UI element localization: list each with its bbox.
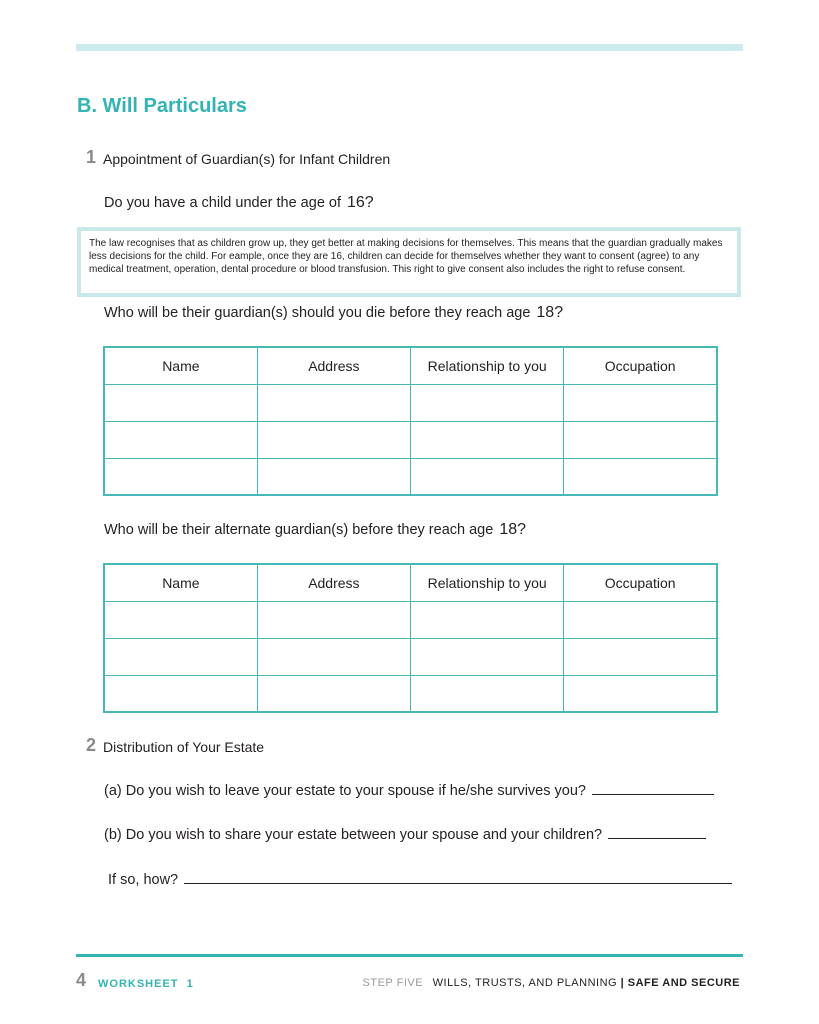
answer-line-how[interactable] bbox=[184, 883, 732, 884]
table-cell-occupation[interactable] bbox=[564, 421, 717, 458]
col-header-address: Address bbox=[257, 564, 410, 601]
footer-topic: WILLS, TRUSTS, AND PLANNING bbox=[432, 977, 618, 989]
info-text: The law recognises that as children grow up, they get better at making decisions for themselves. This means that the guardian gradually makes less decisions for the child. For eample, once they are 16, children can decide for themselves whether they want to consent (agree) to any medical treatment, operation, dental procedure or blood transfusion. This right to give consent also includes the right to refuse consent. bbox=[89, 238, 723, 275]
answer-line-2b[interactable] bbox=[608, 838, 706, 839]
question-2a bbox=[104, 783, 714, 799]
question-2b bbox=[104, 827, 706, 843]
table-cell-name[interactable] bbox=[104, 458, 257, 495]
section-title: B. Will Particulars bbox=[77, 95, 247, 117]
col-header-address: Address bbox=[257, 347, 410, 384]
table-cell-relationship[interactable] bbox=[411, 638, 564, 675]
worksheet-number: 1 bbox=[186, 978, 194, 990]
question-2-how bbox=[108, 872, 732, 888]
table-row bbox=[104, 601, 717, 638]
child-age-value: 16? bbox=[347, 194, 374, 211]
table-cell-occupation[interactable] bbox=[564, 638, 717, 675]
table-cell-address[interactable] bbox=[257, 458, 410, 495]
alternate-age-value: 18? bbox=[499, 521, 527, 538]
footer-brand: SAFE AND SECURE bbox=[627, 977, 740, 989]
question-1-title: Appointment of Guardian(s) for Infant Children bbox=[103, 151, 391, 167]
child-age-question bbox=[104, 194, 374, 212]
alternate-question-text: Who will be their alternate guardian(s) before they reach age bbox=[104, 522, 494, 538]
table-cell-occupation[interactable] bbox=[564, 601, 717, 638]
table-cell-name[interactable] bbox=[104, 675, 257, 712]
table-cell-name[interactable] bbox=[104, 421, 257, 458]
table-cell-name[interactable] bbox=[104, 601, 257, 638]
question-1-number: 1 bbox=[86, 147, 97, 167]
table-cell-address[interactable] bbox=[257, 601, 410, 638]
col-header-relationship: Relationship to you bbox=[411, 347, 564, 384]
guardian-question bbox=[104, 304, 563, 322]
table-cell-address[interactable] bbox=[257, 675, 410, 712]
footer-rule bbox=[76, 954, 743, 957]
col-header-name: Name bbox=[104, 347, 257, 384]
table-cell-relationship[interactable] bbox=[411, 458, 564, 495]
table-cell-occupation[interactable] bbox=[564, 675, 717, 712]
table-cell-occupation[interactable] bbox=[564, 458, 717, 495]
worksheet-text: WORKSHEET bbox=[98, 978, 179, 990]
table-cell-address[interactable] bbox=[257, 384, 410, 421]
table-row bbox=[104, 675, 717, 712]
col-header-name: Name bbox=[104, 564, 257, 601]
table-cell-name[interactable] bbox=[104, 638, 257, 675]
guardian-question-text: Who will be their guardian(s) should you die before they reach age bbox=[104, 305, 531, 321]
alternate-guardian-table bbox=[103, 563, 718, 713]
info-box bbox=[77, 227, 741, 297]
guardian-table bbox=[103, 346, 718, 496]
table-cell-relationship[interactable] bbox=[411, 675, 564, 712]
table-header-row bbox=[104, 347, 717, 384]
col-header-relationship: Relationship to you bbox=[411, 564, 564, 601]
worksheet-label bbox=[98, 978, 194, 990]
table-row bbox=[104, 384, 717, 421]
page-number: 4 bbox=[76, 970, 87, 990]
table-row bbox=[104, 421, 717, 458]
footer-step: STEP FIVE bbox=[362, 977, 424, 989]
question-2-how-text: If so, how? bbox=[108, 872, 179, 888]
table-row bbox=[104, 458, 717, 495]
footer-separator: | bbox=[620, 977, 625, 989]
question-2-title: Distribution of Your Estate bbox=[103, 739, 265, 755]
answer-line-2a[interactable] bbox=[592, 794, 714, 795]
question-2b-text: (b) Do you wish to share your estate between your spouse and your children? bbox=[104, 827, 603, 843]
table-cell-occupation[interactable] bbox=[564, 384, 717, 421]
question-2a-text: (a) Do you wish to leave your estate to your spouse if he/she survives you? bbox=[104, 783, 586, 799]
table-header-row bbox=[104, 564, 717, 601]
table-cell-relationship[interactable] bbox=[411, 421, 564, 458]
question-2-number: 2 bbox=[86, 735, 97, 755]
col-header-occupation: Occupation bbox=[564, 564, 717, 601]
table-cell-name[interactable] bbox=[104, 384, 257, 421]
guardian-age-value: 18? bbox=[536, 304, 564, 321]
child-age-question-text: Do you have a child under the age of bbox=[104, 195, 341, 211]
alternate-guardian-question bbox=[104, 521, 526, 539]
table-row bbox=[104, 638, 717, 675]
table-cell-address[interactable] bbox=[257, 421, 410, 458]
table-cell-address[interactable] bbox=[257, 638, 410, 675]
table-cell-relationship[interactable] bbox=[411, 601, 564, 638]
table-cell-relationship[interactable] bbox=[411, 384, 564, 421]
col-header-occupation: Occupation bbox=[564, 347, 717, 384]
top-rule bbox=[76, 44, 743, 51]
footer-running-head bbox=[363, 977, 740, 989]
